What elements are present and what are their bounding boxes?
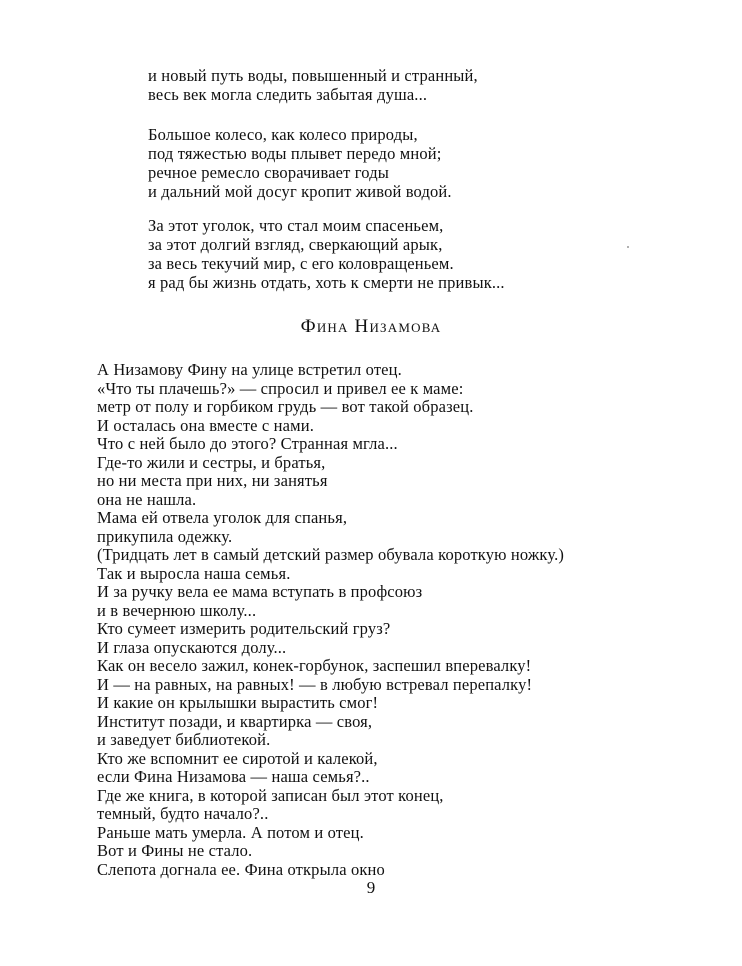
verse-line: За этот уголок, что стал моим спасеньем, (148, 216, 444, 235)
verse-line: И за ручку вела ее мама вступать в профсоюз (97, 582, 423, 601)
verse-line: темный, будто начало?.. (97, 804, 269, 823)
verse-line: «Что ты плачешь?» — спросил и привел ее к маме: (97, 378, 464, 398)
verse-line: если Фина Низамова — наша семья?.. (97, 767, 370, 786)
verse-line: я рад бы жизнь отдать, хоть к смерти не привык... (148, 273, 505, 292)
verse-line: Где же книга, в которой записан был этот конец, (97, 785, 444, 805)
verse-line: под тяжестью воды плывет передо мной; (148, 144, 442, 163)
verse-line: и в вечернюю школу... (97, 600, 257, 620)
verse-line: речное ремесло сворачивает годы (148, 163, 389, 182)
verse-line: Так и выросла наша семья. (97, 563, 291, 583)
stanza-2 (148, 125, 708, 201)
stanza-1 (148, 66, 708, 104)
verse-line: И какие он крылышки вырастить смог! (97, 693, 379, 712)
verse-line: но ни места при них, ни занятья (97, 471, 328, 490)
verse-line: Что с ней было до этого? Странная мгла... (97, 434, 398, 453)
verse-line: И глаза опускаются долу... (97, 637, 287, 657)
verse-line: прикупила одежку. (97, 526, 233, 546)
verse-line: за этот долгий взгляд, сверкающий арык, (148, 235, 443, 254)
verse-line: и дальний мой досуг кропит живой водой. (148, 182, 452, 201)
verse-line: за весь текучий мир, с его коловращеньем. (148, 254, 454, 273)
verse-line: весь век могла следить забытая душа... (148, 85, 428, 104)
verse-line: И осталась она вместе с нами. (97, 415, 314, 435)
verse-line: И — на равных, на равных! — в любую встревал перепалку! (97, 674, 533, 694)
stanza-3 (148, 216, 708, 292)
poem-title: Фина Низамова (300, 316, 442, 337)
verse-line: Вот и Фины не стало. (97, 841, 253, 860)
verse-line: она не нашла. (97, 489, 197, 509)
verse-line: Как он весело зажил, конек-горбунок, заспешил вперевалку! (97, 656, 532, 675)
verse-line: и заведует библиотекой. (97, 730, 271, 749)
poem-body (97, 361, 707, 879)
verse-line: А Низамову Фину на улице встретил отец. (97, 360, 402, 379)
verse-line: Кто сумеет измерить родительский груз? (97, 619, 391, 638)
verse-line: и новый путь воды, повышенный и странный, (148, 66, 478, 85)
verse-line: Где-то жили и сестры, и братья, (97, 452, 326, 472)
verse-line: Кто же вспомнит ее сиротой и калекой, (97, 748, 378, 768)
verse-line: метр от полу и горбиком грудь — вот такой образец. (97, 397, 474, 416)
page-number: 9 (366, 878, 376, 897)
verse-line: Большое колесо, как колесо природы, (148, 125, 418, 144)
verse-line: Слепота догнала ее. Фина открыла окно (97, 859, 385, 879)
verse-line: Раньше мать умерла. А потом и отец. (97, 822, 364, 842)
verse-line: Институт позади, и квартирка — своя, (97, 711, 373, 731)
verse-line: (Тридцать лет в самый детский размер обувала короткую ножку.) (97, 545, 565, 564)
verse-line: Мама ей отвела уголок для спанья, (97, 508, 348, 527)
